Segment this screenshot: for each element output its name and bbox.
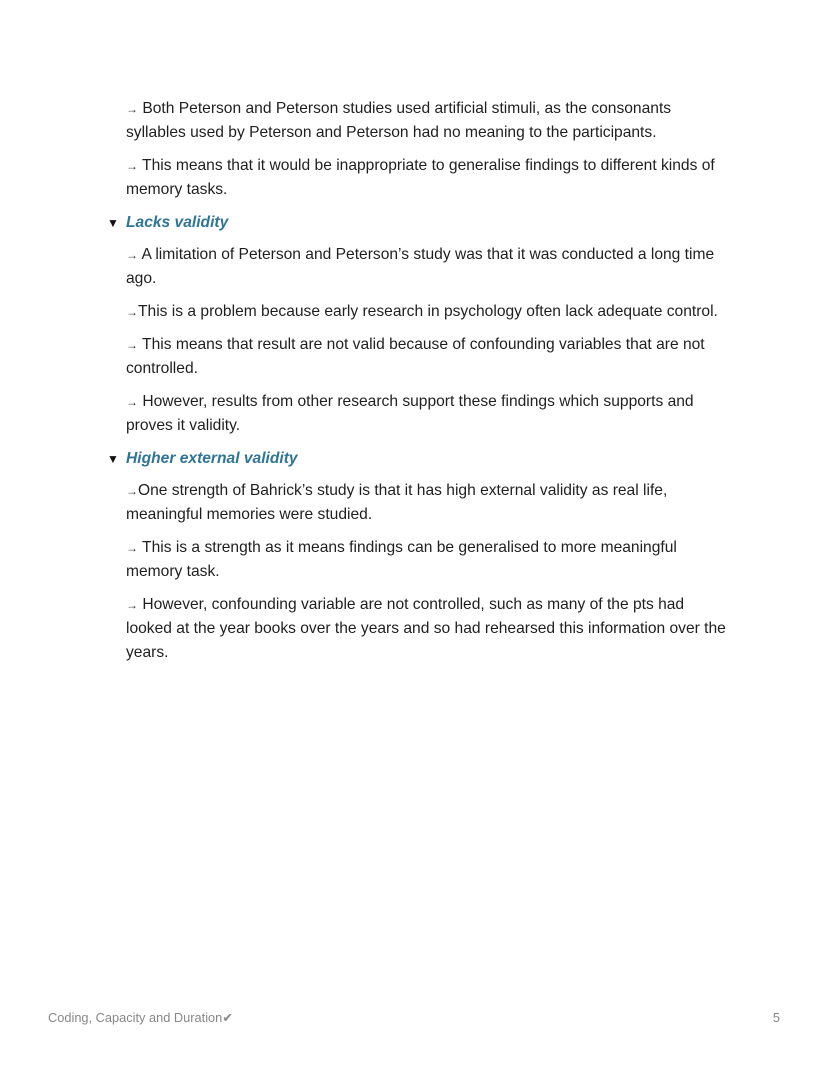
arrow-right-icon: → xyxy=(126,102,138,116)
paragraph-text: This is a strength as it means findings can be generalised to more meaningful memory task. xyxy=(126,539,677,580)
paragraph xyxy=(126,243,732,291)
paragraph-text: However, confounding variable are not controlled, such as many of the pts had looked at the year books over the years and so had rehearsed this information over the years. xyxy=(126,596,726,661)
paragraph xyxy=(126,333,732,381)
paragraph-text: This means that result are not valid because of confounding variables that are not controlled. xyxy=(126,336,705,377)
paragraph-text: However, results from other research support these findings which supports and proves it validity. xyxy=(126,393,694,434)
paragraph xyxy=(126,536,732,584)
paragraph xyxy=(126,97,732,145)
page-number: 5 xyxy=(772,1010,780,1025)
arrow-right-icon: → xyxy=(126,395,138,409)
paragraph xyxy=(126,593,732,665)
paragraph xyxy=(126,300,732,324)
arrow-right-icon: → xyxy=(126,598,138,612)
arrow-right-icon: → xyxy=(126,305,138,319)
paragraph xyxy=(126,479,732,527)
arrow-right-icon: → xyxy=(126,338,138,352)
paragraph-text: One strength of Bahrick’s study is that it has high external validity as real life, meaningful memories were studied. xyxy=(126,482,668,523)
triangle-down-icon[interactable]: ▼ xyxy=(107,216,119,230)
paragraph xyxy=(126,154,732,202)
toggle-heading-label: Higher external validity xyxy=(126,450,298,467)
toggle-heading-label: Lacks validity xyxy=(126,214,229,231)
triangle-down-icon[interactable]: ▼ xyxy=(107,452,119,466)
page-footer xyxy=(48,1010,780,1026)
paragraph-text: A limitation of Peterson and Peterson’s study was that it was conducted a long time ago. xyxy=(126,246,715,287)
arrow-right-icon: → xyxy=(126,484,138,498)
arrow-right-icon: → xyxy=(126,541,138,555)
paragraph-text: Both Peterson and Peterson studies used artificial stimuli, as the consonants syllables used by Peterson and Peterson had no meaning to the participants. xyxy=(126,100,672,141)
paragraph-text: This is a problem because early research in psychology often lack adequate control. xyxy=(138,303,718,320)
toggle-heading-lacks-validity[interactable] xyxy=(107,211,732,235)
page-content xyxy=(107,97,732,674)
arrow-right-icon: → xyxy=(126,159,138,173)
toggle-heading-higher-external-validity[interactable] xyxy=(107,447,732,471)
paragraph-text: This means that it would be inappropriate to generalise findings to different kinds of memory tasks. xyxy=(126,157,715,198)
paragraph xyxy=(126,390,732,438)
footer-title: Coding, Capacity and Duration✔ xyxy=(48,1010,234,1025)
arrow-right-icon: → xyxy=(126,248,138,262)
